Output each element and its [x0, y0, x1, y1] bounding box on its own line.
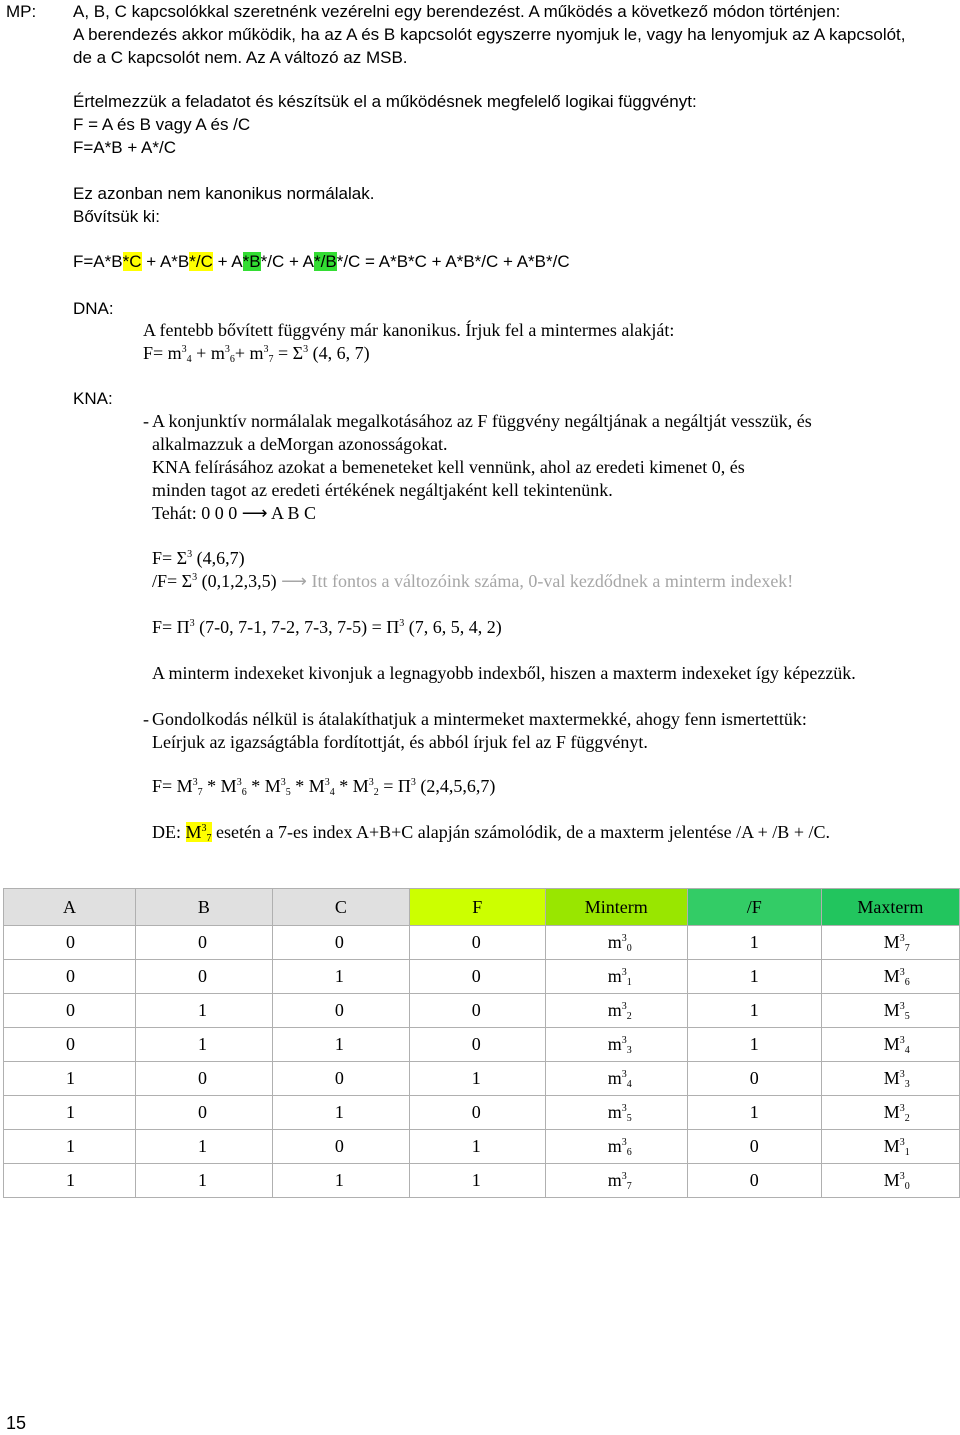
cell-text: 0	[471, 1102, 481, 1122]
header-c: C	[272, 889, 409, 926]
header-maxterm: Maxterm	[821, 889, 959, 926]
cell-minterm	[545, 926, 687, 960]
formula-part: F= m	[143, 343, 182, 363]
cell-text: 0	[471, 932, 481, 952]
formula-sub: 6	[241, 787, 247, 798]
cell-text: m	[607, 1102, 622, 1122]
cell-a	[4, 1028, 136, 1062]
formula-sub: 7	[268, 354, 274, 365]
cell-c	[272, 1164, 409, 1198]
expansion-part: F=A*B	[73, 252, 123, 271]
cell-a	[4, 1164, 136, 1198]
cell-maxterm	[821, 994, 959, 1028]
formula-sup: 3	[192, 572, 198, 583]
cell-sup: 3	[621, 1035, 627, 1046]
cell-minterm	[545, 1164, 687, 1198]
formula-sup: 3	[236, 777, 242, 788]
header-b: B	[135, 889, 272, 926]
cell-c	[272, 1130, 409, 1164]
formula-part: F= Π	[152, 617, 190, 637]
truth-table	[3, 888, 960, 1198]
formula-sub: 4	[329, 787, 335, 798]
table-row	[4, 1028, 960, 1062]
table-row	[4, 926, 960, 960]
cell-text: 0	[334, 1068, 344, 1088]
cell-text: 0	[471, 1000, 481, 1020]
expand-label: Bővítsük ki:	[73, 207, 160, 226]
cell-text: 1	[66, 1102, 75, 1122]
cell-not-f	[687, 1062, 821, 1096]
cell-text: 1	[197, 1170, 207, 1190]
cell-text: M	[883, 1170, 900, 1190]
kna-line: KNA felírásához azokat a bemeneteket kell vennünk, ahol az eredeti kimenet 0, és	[152, 457, 745, 477]
cell-text: 0	[334, 932, 344, 952]
cell-sup: 3	[621, 1069, 627, 1080]
expansion-part: */C + A	[260, 252, 315, 271]
formula-sub: 6	[229, 354, 235, 365]
formula-part: (4,6,7)	[192, 548, 245, 568]
formula-part: = Π	[378, 776, 411, 796]
cell-sub: 0	[626, 943, 632, 954]
header-a: A	[4, 889, 136, 926]
formula-part: * M	[334, 776, 369, 796]
formula-sup: 3	[399, 618, 405, 629]
formula-sup: 3	[303, 344, 309, 355]
cell-text: 1	[471, 1136, 481, 1156]
cell-not-f	[687, 926, 821, 960]
table-row	[4, 994, 960, 1028]
cell-text: 0	[471, 966, 481, 986]
expansion-part: + A*B	[141, 252, 190, 271]
formula-sup: 3	[192, 777, 198, 788]
cell-text: 0	[334, 1136, 344, 1156]
table-header-row	[4, 889, 960, 926]
cell-text: 1	[334, 1170, 344, 1190]
cell-text: m	[607, 1034, 622, 1054]
table-row	[4, 1062, 960, 1096]
formula-part: (0,1,2,3,5)	[197, 571, 282, 591]
formula-sub: 7	[206, 833, 212, 844]
cell-text: 0	[197, 1068, 207, 1088]
cell-c	[272, 1062, 409, 1096]
formula-part: F= M	[152, 776, 193, 796]
cell-text: 1	[471, 1170, 481, 1190]
cell-sup: 3	[621, 1103, 627, 1114]
formula-part: = Σ	[273, 343, 304, 363]
expansion-part: + A	[212, 252, 243, 271]
cell-maxterm	[821, 1096, 959, 1130]
de-text: esetén a 7-es index A+B+C alapján számolódik, de a maxterm jelentése /A + /B + /C.	[211, 822, 830, 842]
cell-b	[135, 994, 272, 1028]
cell-sup: 3	[899, 1001, 905, 1012]
header-minterm: Minterm	[545, 889, 687, 926]
cell-maxterm	[821, 1062, 959, 1096]
formula-sup: 3	[201, 823, 207, 834]
cell-not-f	[687, 1096, 821, 1130]
formula-part: (7-0, 7-1, 7-2, 7-3, 7-5) = Π	[194, 617, 400, 637]
cell-f	[409, 1164, 545, 1198]
not-canonical-text: Ez azonban nem kanonikus normálalak.	[73, 184, 375, 203]
interpret-line: Értelmezzük a feladatot és készítsük el a működésnek megfelelő logikai függvényt:	[73, 92, 697, 111]
cell-not-f	[687, 994, 821, 1028]
cell-text: 1	[749, 1102, 759, 1122]
expansion-highlight: */C	[189, 252, 213, 271]
cell-b	[135, 926, 272, 960]
grey-note: Itt fontos a változóink száma, 0-val kezdődnek a minterm indexek!	[306, 571, 794, 591]
cell-f	[409, 1062, 545, 1096]
cell-f	[409, 994, 545, 1028]
cell-maxterm	[821, 1028, 959, 1062]
cell-text: 1	[66, 1068, 75, 1088]
cell-c	[272, 926, 409, 960]
cell-text: M	[883, 1102, 900, 1122]
cell-b	[135, 1096, 272, 1130]
cell-text: 0	[66, 932, 75, 952]
de-note	[152, 821, 830, 844]
cell-text: M	[883, 1068, 900, 1088]
arrow-icon: ⟶	[281, 571, 307, 591]
formula-part: + m	[234, 343, 264, 363]
cell-c	[272, 1096, 409, 1130]
cell-text: 0	[197, 932, 207, 952]
dna-text: A fentebb bővített függvény már kanonikus. Írjuk fel a mintermes alakját:	[143, 320, 675, 340]
cell-sup: 3	[621, 1001, 627, 1012]
intro-line: A, B, C kapcsolókkal szeretnénk vezérelni egy berendezést. A működés a következő módon történjen:	[73, 2, 841, 21]
explain-text: A minterm indexeket kivonjuk a legnagyobb indexből, hiszen a maxterm indexeket így képezzük.	[152, 663, 856, 683]
cell-sub: 2	[626, 1011, 632, 1022]
cell-text: 1	[334, 1034, 344, 1054]
formula-sup: 3	[187, 549, 193, 560]
kna-line: Gondolkodás nélkül is átalakíthatjuk a mintermeket maxtermekké, ahogy fenn ismertettük:	[152, 709, 807, 729]
cell-text: m	[607, 1170, 622, 1190]
cell-sub: 1	[626, 977, 632, 988]
expansion-part: */C = A*B*C + A*B*/C + A*B*/C	[336, 252, 570, 271]
formula-sub: 4	[186, 354, 192, 365]
cell-text: M	[883, 932, 900, 952]
formula-part: F= Σ	[152, 548, 188, 568]
formula-part: (7, 6, 5, 4, 2)	[404, 617, 502, 637]
cell-f	[409, 1130, 545, 1164]
intro-paragraph	[73, 0, 906, 69]
formula-sup: 3	[181, 344, 187, 355]
cell-sub: 6	[626, 1147, 632, 1158]
cell-text: 1	[471, 1068, 481, 1088]
formula-part: * M	[202, 776, 237, 796]
formula-sup: 3	[410, 777, 416, 788]
kna-line: A konjunktív normálalak megalkotásához az F függvény negáltjának a negáltját vesszük, és	[152, 411, 812, 431]
cell-f	[409, 926, 545, 960]
cell-maxterm	[821, 1164, 959, 1198]
cell-text: 1	[749, 932, 759, 952]
cell-text: 0	[66, 1000, 75, 1020]
f-sigma	[152, 547, 245, 570]
cell-text: 1	[197, 1034, 207, 1054]
cell-text: 1	[197, 1000, 207, 1020]
formula-sup: 3	[224, 344, 230, 355]
formula-sup: 3	[263, 344, 269, 355]
expansion-highlight: */B	[314, 252, 337, 271]
cell-text: 1	[66, 1136, 75, 1156]
expansion-highlight: *C	[122, 252, 142, 271]
cell-a	[4, 960, 136, 994]
cell-b	[135, 1062, 272, 1096]
cell-sup: 3	[899, 1069, 905, 1080]
cell-minterm	[545, 1028, 687, 1062]
kna-label: KNA:	[73, 389, 113, 408]
cell-text: M	[883, 1000, 900, 1020]
f-maxterm-product	[152, 775, 495, 798]
kna-line: alkalmazzuk a deMorgan azonosságokat.	[152, 434, 448, 454]
header-f: F	[409, 889, 545, 926]
formula-part: * M	[290, 776, 325, 796]
cell-text: 0	[197, 966, 207, 986]
cell-sub: 3	[904, 1079, 910, 1090]
cell-b	[135, 1028, 272, 1062]
header-not-f: /F	[687, 889, 821, 926]
de-highlight	[186, 822, 212, 842]
cell-a	[4, 1062, 136, 1096]
page-number: 15	[6, 1413, 27, 1433]
formula-sub: 2	[373, 787, 379, 798]
intro-line: A berendezés akkor működik, ha az A és B kapcsolót egyszerre nyomjuk le, vagy ha lenyomjuk az A kapcsolót,	[73, 25, 906, 44]
kna-paragraph-3	[152, 708, 807, 754]
cell-text: m	[607, 1000, 622, 1020]
cell-sup: 3	[899, 1035, 905, 1046]
cell-sub: 2	[904, 1113, 910, 1124]
cell-text: 0	[66, 966, 75, 986]
cell-c	[272, 960, 409, 994]
table-row	[4, 1130, 960, 1164]
cell-maxterm	[821, 1130, 959, 1164]
cell-text: 0	[471, 1034, 481, 1054]
formula-sub: 7	[197, 787, 203, 798]
cell-sup: 3	[621, 967, 627, 978]
cell-b	[135, 960, 272, 994]
cell-text: m	[607, 966, 622, 986]
cell-text: 0	[749, 1068, 759, 1088]
cell-text: 1	[334, 1102, 344, 1122]
intro-line: de a C kapcsolót nem. Az A változó az MSB.	[73, 48, 408, 67]
formula-sup: 3	[280, 777, 286, 788]
cell-f	[409, 1028, 545, 1062]
cell-a	[4, 1096, 136, 1130]
cell-text: 0	[66, 1034, 75, 1054]
dna-label: DNA:	[73, 299, 114, 318]
formula-part: + m	[191, 343, 225, 363]
cell-text: 0	[334, 1000, 344, 1020]
cell-sub: 4	[904, 1045, 910, 1056]
formula-sub: 5	[285, 787, 291, 798]
cell-b	[135, 1164, 272, 1198]
cell-not-f	[687, 1130, 821, 1164]
kna-line: Tehát: 0 0 0 ⟶ A B C	[152, 503, 317, 523]
f-pi	[152, 616, 502, 639]
cell-text: 1	[197, 1136, 207, 1156]
formula-part: (4, 6, 7)	[308, 343, 370, 363]
kna-line: Leírjuk az igazságtábla fordítottját, és abból írjuk fel az F függvényt.	[152, 732, 648, 752]
cell-not-f	[687, 1164, 821, 1198]
section-label: MP:	[6, 2, 37, 21]
cell-sub: 1	[904, 1147, 910, 1158]
cell-sup: 3	[621, 1137, 627, 1148]
interpret-line: F=A*B + A*/C	[73, 138, 176, 157]
cell-sub: 0	[904, 1181, 910, 1192]
cell-a	[4, 994, 136, 1028]
cell-sub: 4	[626, 1079, 632, 1090]
kna-line: minden tagot az eredeti értékének negáltjaként kell tekintenünk.	[152, 480, 613, 500]
kna-dash: -	[143, 709, 149, 729]
formula-part: M	[185, 822, 202, 842]
expansion-highlight: *B	[242, 252, 261, 271]
cell-sub: 6	[904, 977, 910, 988]
cell-text: m	[607, 932, 622, 952]
expansion-formula	[73, 250, 570, 273]
cell-minterm	[545, 960, 687, 994]
cell-a	[4, 1130, 136, 1164]
cell-not-f	[687, 960, 821, 994]
cell-text: 0	[749, 1170, 759, 1190]
cell-minterm	[545, 1130, 687, 1164]
cell-text: 0	[749, 1136, 759, 1156]
cell-minterm	[545, 994, 687, 1028]
nf-sigma	[152, 570, 793, 593]
cell-f	[409, 1096, 545, 1130]
interpret-paragraph	[73, 90, 697, 159]
cell-text: 1	[334, 966, 344, 986]
formula-sup: 3	[368, 777, 374, 788]
cell-text: m	[607, 1136, 622, 1156]
kna-dash: -	[143, 411, 149, 431]
formula-part: (2,4,5,6,7)	[415, 776, 496, 796]
cell-sup: 3	[621, 1171, 627, 1182]
cell-sub: 5	[904, 1011, 910, 1022]
cell-text: 1	[66, 1170, 75, 1190]
cell-text: 1	[749, 966, 759, 986]
cell-text: 0	[197, 1102, 207, 1122]
cell-sub: 7	[904, 943, 910, 954]
dna-formula	[143, 342, 370, 365]
cell-sup: 3	[899, 1137, 905, 1148]
table-row	[4, 1096, 960, 1130]
formula-sup: 3	[324, 777, 330, 788]
cell-text: m	[607, 1068, 622, 1088]
cell-text: M	[883, 966, 900, 986]
cell-sup: 3	[899, 967, 905, 978]
cell-maxterm	[821, 960, 959, 994]
kna-paragraph-1	[152, 410, 812, 525]
formula-part: /F= Σ	[152, 571, 193, 591]
cell-sup: 3	[621, 933, 627, 944]
cell-minterm	[545, 1062, 687, 1096]
cell-b	[135, 1130, 272, 1164]
de-label: DE:	[152, 822, 186, 842]
cell-sup: 3	[899, 933, 905, 944]
table-row	[4, 960, 960, 994]
interpret-line: F = A és B vagy A és /C	[73, 115, 251, 134]
cell-text: M	[883, 1034, 900, 1054]
cell-text: 1	[749, 1000, 759, 1020]
cell-maxterm	[821, 926, 959, 960]
cell-minterm	[545, 1096, 687, 1130]
cell-a	[4, 926, 136, 960]
cell-c	[272, 1028, 409, 1062]
formula-sup: 3	[189, 618, 195, 629]
cell-not-f	[687, 1028, 821, 1062]
cell-f	[409, 960, 545, 994]
cell-c	[272, 994, 409, 1028]
cell-text: 1	[749, 1034, 759, 1054]
formula-part: * M	[246, 776, 281, 796]
cell-sub: 5	[626, 1113, 632, 1124]
cell-sup: 3	[899, 1103, 905, 1114]
cell-sup: 3	[899, 1171, 905, 1182]
cell-sub: 3	[626, 1045, 632, 1056]
cell-sub: 7	[626, 1181, 632, 1192]
table-row	[4, 1164, 960, 1198]
cell-text: M	[883, 1136, 900, 1156]
